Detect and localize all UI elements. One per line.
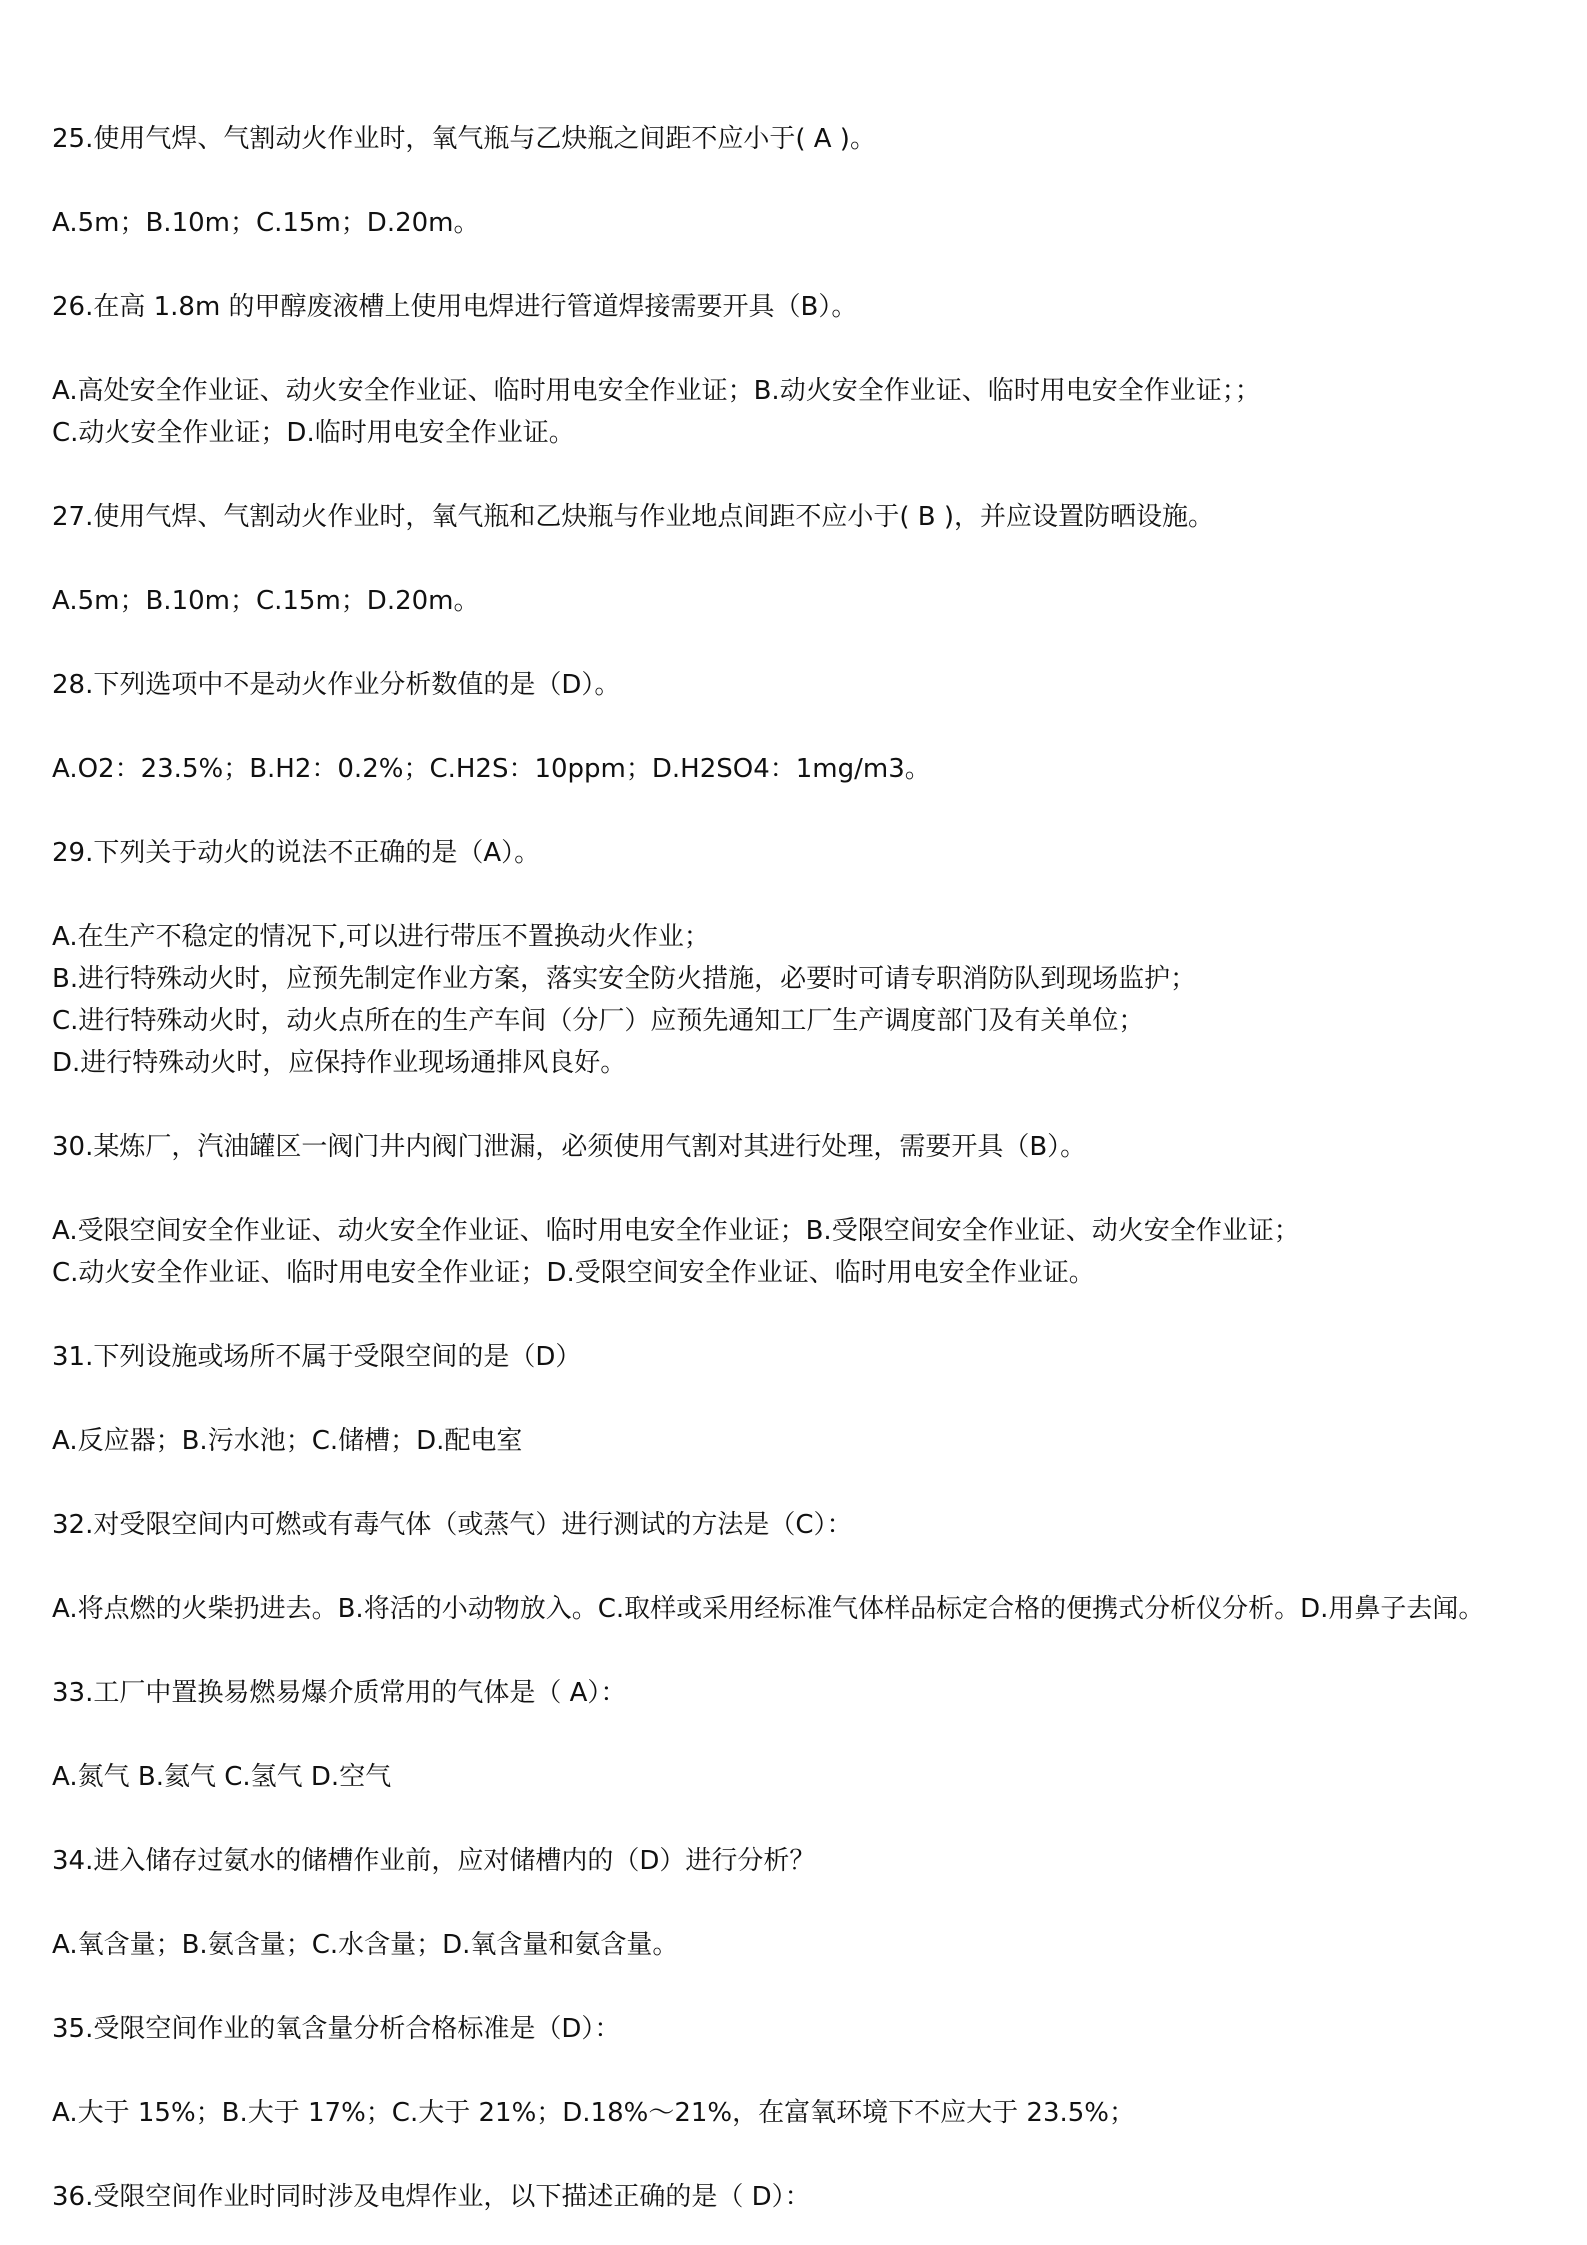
question-stem: 32.对受限空间内可燃或有毒气体（或蒸气）进行测试的方法是（C）： xyxy=(52,1510,853,1540)
question-stem: 29.下列关于动火的说法不正确的是（A）。 xyxy=(52,838,541,868)
question-options: A.氧含量；B.氨含量；C.水含量；D.氧含量和氨含量。 xyxy=(52,1930,679,1960)
question-options: A.反应器；B.污水池；C.储槽；D.配电室 xyxy=(52,1426,523,1456)
question-stem: 35.受限空间作业的氧含量分析合格标准是（D）： xyxy=(52,2014,621,2044)
question-30 xyxy=(52,1126,1587,1336)
question-options: B.进行特殊动火时，应预先制定作业方案，落实安全防火措施，必要时可请专职消防队到现场监护； xyxy=(52,964,1197,994)
question-options: A.氮气 B.氦气 C.氢气 D.空气 xyxy=(52,1762,392,1792)
question-stem: 31.下列设施或场所不属于受限空间的是（D） xyxy=(52,1342,582,1372)
question-31 xyxy=(52,1336,1587,1504)
question-stem: 28.下列选项中不是动火作业分析数值的是（D）。 xyxy=(52,670,621,700)
question-options: A.高处安全作业证、动火安全作业证、临时用电安全作业证；B.动火安全作业证、临时用电安全作业证；； xyxy=(52,376,1261,406)
question-options: A.5m；B.10m；C.15m；D.20m。 xyxy=(52,208,480,238)
question-36 xyxy=(52,2176,1587,2218)
question-options: C.动火安全作业证；D.临时用电安全作业证。 xyxy=(52,418,575,448)
question-options: A.在生产不稳定的情况下,可以进行带压不置换动火作业； xyxy=(52,922,710,952)
question-34 xyxy=(52,1840,1587,2008)
question-25 xyxy=(52,118,1587,286)
question-options: A.受限空间安全作业证、动火安全作业证、临时用电安全作业证；B.受限空间安全作业证、动火安全作业证； xyxy=(52,1216,1300,1246)
question-26 xyxy=(52,286,1587,496)
question-27 xyxy=(52,496,1587,664)
question-stem: 33.工厂中置换易燃易爆介质常用的气体是（ A）： xyxy=(52,1678,627,1708)
question-options: A.大于 15%；B.大于 17%；C.大于 21%；D.18%～21%，在富氧环境下不应大于 23.5%； xyxy=(52,2098,1135,2128)
question-options: D.进行特殊动火时，应保持作业现场通排风良好。 xyxy=(52,1048,627,1078)
question-35 xyxy=(52,2008,1587,2176)
question-stem: 30.某炼厂，汽油罐区一阀门井内阀门泄漏，必须使用气割对其进行处理，需要开具（B）。 xyxy=(52,1132,1087,1162)
question-32 xyxy=(52,1504,1587,1672)
question-options: A.O2：23.5%；B.H2：0.2%；C.H2S：10ppm；D.H2SO4：1mg/m3。 xyxy=(52,754,931,784)
question-29 xyxy=(52,832,1587,1126)
question-stem: 25.使用气焊、气割动火作业时，氧气瓶与乙炔瓶之间距不应小于( A )。 xyxy=(52,124,876,154)
question-28 xyxy=(52,664,1587,832)
question-options: C.动火安全作业证、临时用电安全作业证；D.受限空间安全作业证、临时用电安全作业证。 xyxy=(52,1258,1095,1288)
question-options: A.5m；B.10m；C.15m；D.20m。 xyxy=(52,586,480,616)
question-33 xyxy=(52,1672,1587,1840)
question-options: A.将点燃的火柴扔进去。B.将活的小动物放入。C.取样或采用经标准气体样品标定合格的便携式分析仪分析。D.用鼻子去闻。 xyxy=(52,1594,1485,1624)
question-options: C.进行特殊动火时，动火点所在的生产车间（分厂）应预先通知工厂生产调度部门及有关单位； xyxy=(52,1006,1145,1036)
question-stem: 34.进入储存过氨水的储槽作业前，应对储槽内的（D）进行分析？ xyxy=(52,1846,816,1876)
question-stem: 36.受限空间作业时同时涉及电焊作业，以下描述正确的是（ D）： xyxy=(52,2182,811,2212)
question-stem: 27.使用气焊、气割动火作业时，氧气瓶和乙炔瓶与作业地点间距不应小于( B )，并应设置防晒设施。 xyxy=(52,502,1215,532)
question-stem: 26.在高 1.8m 的甲醇废液槽上使用电焊进行管道焊接需要开具（B）。 xyxy=(52,292,858,322)
